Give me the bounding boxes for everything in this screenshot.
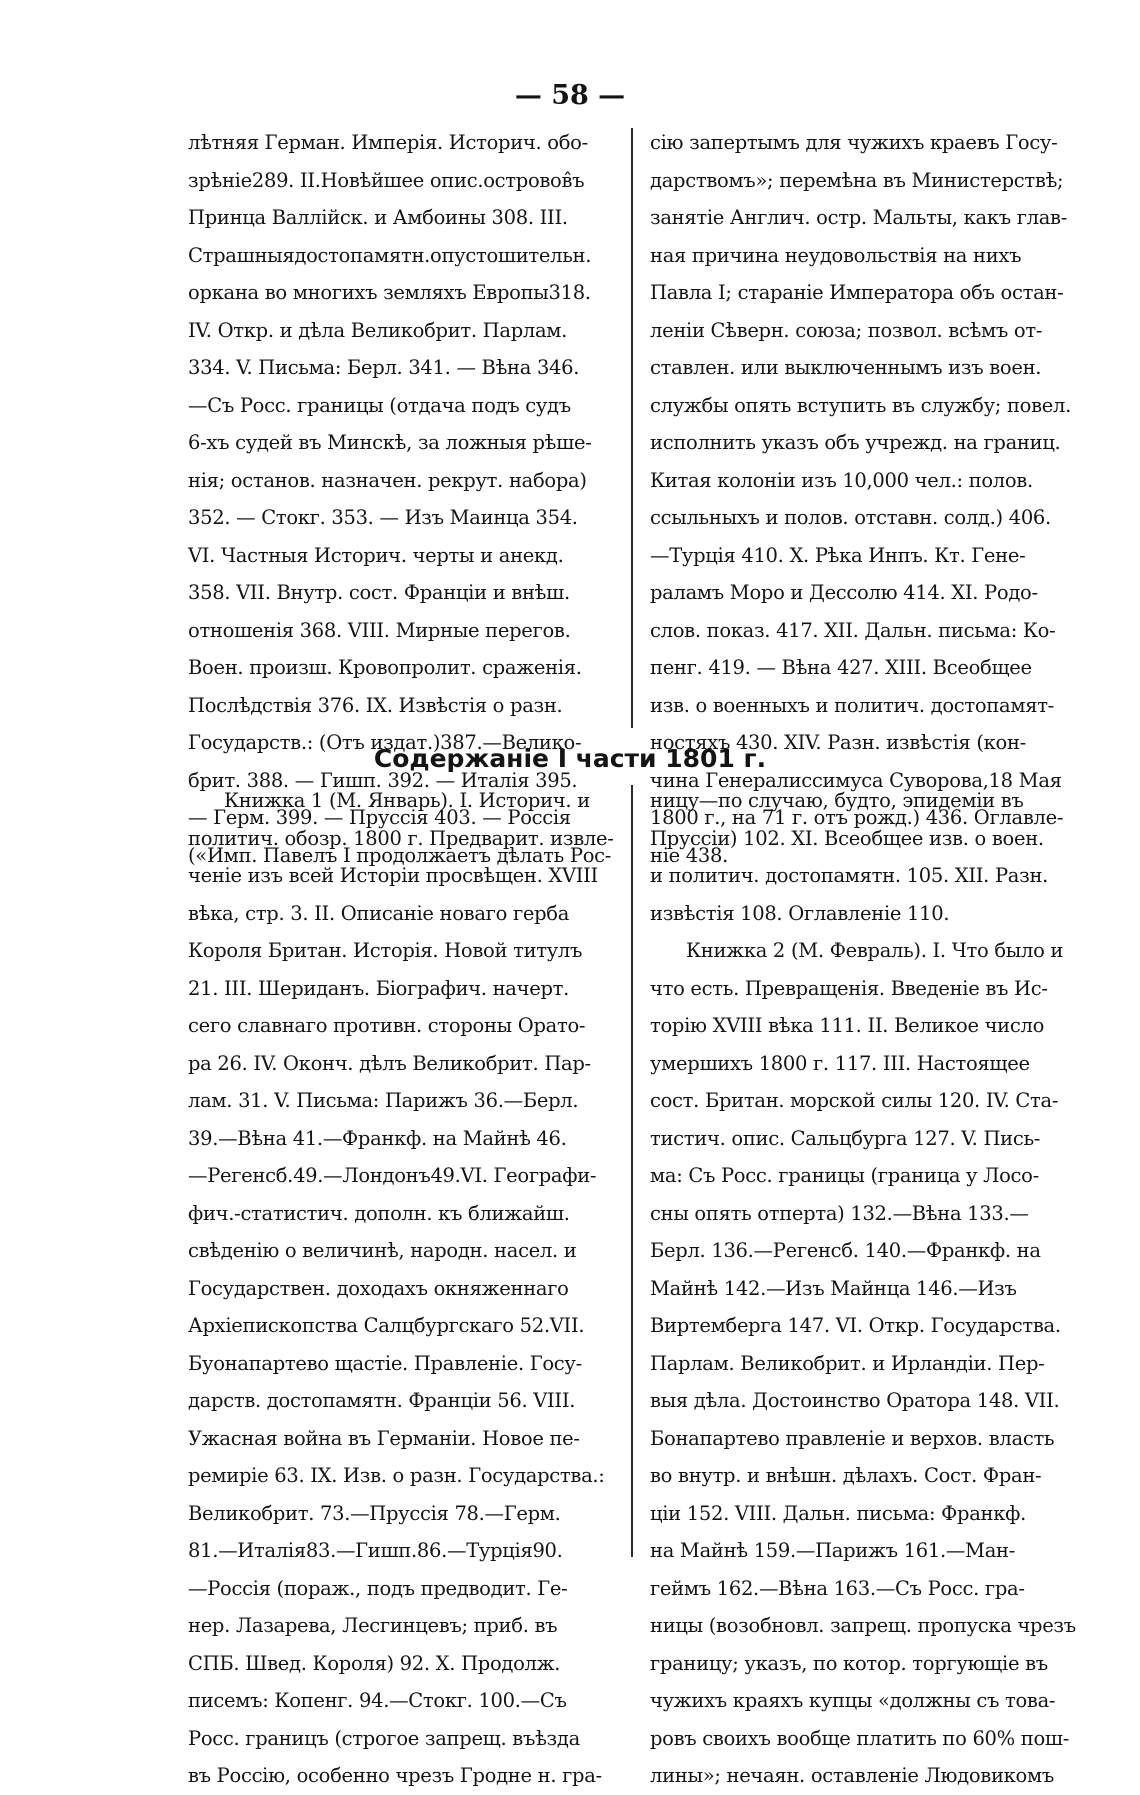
text-line: границу; указъ, по котор. торгующіе въ	[650, 1651, 1048, 1675]
text-line: ницы (возобновл. запрещ. пропуска чрезъ	[650, 1614, 1076, 1637]
text-line: политич. обозр. 1800 г. Предварит. извле-	[188, 826, 614, 850]
text-line: свѣденію о величинѣ, народн. насел. и	[188, 1239, 577, 1262]
text-line: Короля Британ. Исторія. Новой титулъ	[188, 939, 583, 962]
text-line: дарствомъ»; перемѣна въ Министерствѣ;	[650, 168, 1064, 192]
text-line: пенг. 419. — Вѣна 427. XIII. Всеобщее	[650, 656, 1032, 679]
text-line: что есть. Превращенія. Введеніе въ Ис-	[650, 976, 1048, 1000]
text-line: умершихъ 1800 г. 117. III. Настоящее	[650, 1051, 1030, 1075]
text-line: брит. 388. — Гишп. 392. — Италія 395.	[188, 768, 578, 792]
text-line: писемъ: Копенг. 94.—Стокг. 100.—Съ	[188, 1689, 567, 1712]
text-line: Архіепископства Салцбургскаго 52.VII.	[188, 1314, 585, 1337]
text-line: 21. III. Шериданъ. Біографич. начерт.	[188, 976, 570, 1000]
text-line: фич.-статистич. дополн. къ ближайш.	[188, 1201, 570, 1225]
text-line: 358. VII. Внутр. сост. Франціи и внѣш.	[188, 581, 570, 604]
text-line: геймъ 162.—Вѣна 163.—Съ Росс. гра-	[650, 1576, 1025, 1600]
text-line: —Турція 410. X. Рѣка Инпъ. Кт. Гене-	[650, 543, 1026, 567]
text-line: службы опять вступить въ службу; повел.	[650, 393, 1072, 417]
text-line: Книжка 2 (М. Февраль). I. Что было и	[686, 939, 1064, 962]
text-line: слов. показ. 417. XII. Дальн. письма: Ко-	[650, 618, 1056, 642]
text-line: ченіе изъ всей Исторіи просвѣщен. XVIII	[188, 864, 598, 887]
text-line: отношенія 368. VIII. Мирные перегов.	[188, 618, 571, 642]
text-line: —Регенсб.49.—Лондонъ49.VI. Географи-	[188, 1164, 597, 1187]
text-line: 81.—Италія83.—Гишп.86.—Турція90.	[188, 1539, 563, 1562]
text-line: и политич. достопамятн. 105. XII. Разн.	[650, 864, 1049, 887]
text-line: лины»; нечаян. оставленіе Людовикомъ	[650, 1764, 1054, 1787]
text-line: лѣтняя Герман. Имперія. Историч. обо-	[188, 131, 588, 154]
text-line: 352. — Стокг. 353. — Изъ Маинца 354.	[188, 506, 578, 529]
text-line: сего славнаго противн. стороны Орато-	[188, 1014, 586, 1037]
text-line: чужихъ краяхъ купцы «должны съ това-	[650, 1689, 1056, 1712]
text-line: ціи 152. VIII. Дальн. письма: Франкф.	[650, 1501, 1026, 1525]
column-divider-bottom	[631, 785, 633, 1557]
page-number: — 58 —	[514, 80, 626, 111]
text-line: Павла I; стараніе Императора объ остан-	[650, 281, 1064, 304]
text-line: Берл. 136.—Регенсб. 140.—Франкф. на	[650, 1239, 1041, 1262]
text-line: ная причина неудовольствія на нихъ	[650, 243, 1022, 267]
text-line: ностяхъ 430. XIV. Разн. извѣстія (кон-	[650, 731, 1026, 754]
text-line: Буонапартево щастіе. Правленіе. Госу-	[188, 1351, 582, 1375]
text-line: Страшныядостопамятн.опустошительн.	[188, 243, 592, 267]
text-line: —Россія (пораж., подъ предводит. Ге-	[188, 1576, 568, 1600]
text-line: нія; останов. назначен. рекрут. набора)	[188, 468, 587, 492]
text-line: Майнѣ 142.—Изъ Майнца 146.—Изъ	[650, 1276, 1017, 1300]
text-line: тистич. опис. Сальцбурга 127. V. Пись-	[650, 1126, 1041, 1150]
text-line: ровъ своихъ вообще платить по 60% пош-	[650, 1726, 1070, 1750]
bottom-left-column	[188, 782, 618, 1795]
text-line: занятіе Англич. остр. Мальты, какъ глав-	[650, 206, 1068, 229]
text-line: оркана во многихъ земляхъ Европы318.	[188, 281, 591, 304]
bottom-right-column	[650, 782, 1076, 1795]
text-line: торію XVIII вѣка 111. II. Великое число	[650, 1014, 1045, 1037]
text-line: Послѣдствія 376. IX. Извѣстія о разн.	[188, 693, 563, 717]
text-line: ремиріе 63. IX. Изв. о разн. Государства.:	[188, 1464, 605, 1487]
text-line: раламъ Моро и Дессолю 414. XI. Родо-	[650, 581, 1038, 604]
text-line: лам. 31. V. Письма: Парижъ 36.—Берл.	[188, 1089, 579, 1112]
text-line: дарств. достопамятн. Франціи 56. VIII.	[188, 1389, 576, 1412]
text-line: («Имп. Павелъ I продолжаетъ дѣлать Рос-	[188, 843, 612, 867]
text-line: во внутр. и внѣшн. дѣлахъ. Сост. Фран-	[650, 1464, 1042, 1487]
text-line: 334. V. Письма: Берл. 341. — Вѣна 346.	[188, 356, 580, 379]
section-heading: Содержаніе I части 1801 г.	[373, 744, 767, 773]
text-line: сны опять отперта) 132.—Вѣна 133.—	[650, 1201, 1029, 1225]
text-line: ніе 438.	[650, 843, 728, 867]
text-line: Государств.: (Отъ издат.)387.—Велико-	[188, 731, 582, 754]
text-line: Принца Валлійск. и Амбоины 308. III.	[188, 206, 568, 229]
text-line: Бонапартево правленіе и верхов. власть	[650, 1426, 1055, 1450]
text-line: Пруссіи) 102. XI. Всеобщее изв. о воен.	[650, 826, 1044, 850]
text-line: въ Россію, особенно чрезъ Гродне н. гра-	[188, 1764, 602, 1787]
text-line: изв. о военныхъ и политич. достопамят-	[650, 693, 1054, 717]
text-line: ницу—по случаю, будто, эпидеміи въ	[650, 789, 1024, 812]
text-line: Воен. произш. Кровопролит. сраженія.	[188, 656, 582, 679]
text-line: 6-хъ судей въ Минскѣ, за ложныя рѣше-	[188, 431, 592, 454]
text-line: леніи Сѣверн. союза; позвол. всѣмъ от-	[650, 318, 1043, 342]
text-line: чина Генералиссимуса Суворова,18 Мая	[650, 768, 1062, 792]
text-line: Росс. границъ (строгое запрещ. въѣзда	[188, 1726, 580, 1750]
column-divider-top	[631, 128, 633, 728]
text-line: Ужасная война въ Германіи. Новое пе-	[188, 1426, 580, 1450]
text-line: Парлам. Великобрит. и Ирландіи. Пер-	[650, 1351, 1045, 1375]
text-line: IV. Откр. и дѣла Великобрит. Парлам.	[188, 318, 568, 342]
text-line: на Майнѣ 159.—Парижъ 161.—Ман-	[650, 1539, 1016, 1562]
text-line: ра 26. IV. Оконч. дѣлъ Великобрит. Пар-	[188, 1051, 591, 1075]
text-line: Государствен. доходахъ окняженнаго	[188, 1276, 569, 1300]
text-line: Виртемберга 147. VI. Откр. Государства.	[650, 1314, 1061, 1337]
text-line: —Съ Росс. границы (отдача подъ судъ	[188, 393, 571, 417]
text-line: исполнить указъ объ учрежд. на границ.	[650, 431, 1061, 454]
text-line: VI. Частныя Историч. черты и анекд.	[188, 543, 564, 567]
text-line: вѣка, стр. 3. II. Описаніе новаго герба	[188, 901, 570, 925]
text-line: — Герм. 399. — Пруссія 403. — Россія	[188, 806, 571, 829]
text-line: выя дѣла. Достоинство Оратора 148. VII.	[650, 1389, 1060, 1412]
text-line: сію запертымъ для чужихъ краевъ Госу-	[650, 131, 1058, 154]
text-line: ссыльныхъ и полов. отставн. солд.) 406.	[650, 506, 1051, 529]
text-line: 1800 г., на 71 г. отъ рожд.) 436. Оглавле-	[650, 806, 1064, 829]
text-line: нер. Лазарева, Лесгинцевъ; приб. въ	[188, 1614, 558, 1637]
text-line: Китая колоніи изъ 10,000 чел.: полов.	[650, 468, 1033, 492]
text-line: ставлен. или выключеннымъ изъ воен.	[650, 356, 1042, 379]
text-line: зрѣніе289. II.Новѣйшее опис.островов̂ъ	[188, 168, 585, 192]
text-line: ма: Съ Росс. границы (граница у Лосо-	[650, 1164, 1039, 1187]
text-line: извѣстія 108. Оглавленіе 110.	[650, 901, 950, 925]
text-line: сост. Британ. морской силы 120. IV. Ста-	[650, 1089, 1059, 1112]
text-line: 39.—Вѣна 41.—Франкф. на Майнѣ 46.	[188, 1126, 567, 1150]
text-line: Великобрит. 73.—Пруссія 78.—Герм.	[188, 1501, 561, 1525]
text-line: Книжка 1 (М. Январь). I. Историч. и	[224, 789, 590, 812]
text-line: СПБ. Швед. Короля) 92. X. Продолж.	[188, 1651, 561, 1675]
